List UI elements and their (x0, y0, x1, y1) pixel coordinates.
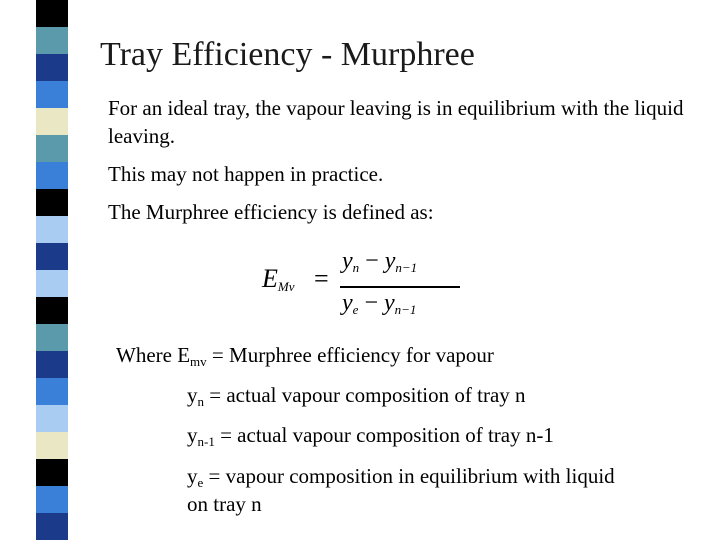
stripe-block (36, 324, 68, 351)
formula-numerator: $y_n - y_{n-1}$ (342, 248, 418, 275)
paragraph-definition-intro: The Murphree efficiency is defined as: (108, 200, 434, 224)
paragraph-practice: This may not happen in practice. (108, 162, 384, 186)
definition-ye-continued: on tray n (187, 492, 262, 516)
stripe-block (36, 432, 68, 459)
definition-yn-minus-1: $y_{n-1}$ = actual vapour composition of tray n-1 (187, 423, 554, 449)
stripe-block (36, 243, 68, 270)
stripe-block (36, 351, 68, 378)
formula-denominator: $y_e - y_{n-1}$ (342, 290, 417, 317)
stripe-block (36, 54, 68, 81)
murphree-formula (262, 248, 462, 324)
paragraph-ideal-tray: For an ideal tray, the vapour leaving is in equilibrium with the liquid leaving. (108, 96, 684, 148)
stripe-block (36, 459, 68, 486)
decorative-stripe (0, 0, 68, 540)
stripe-block (36, 0, 68, 27)
stripe-block (36, 81, 68, 108)
definition-emv: Where $E_{mv}$ = Murphree efficiency for vapour (116, 343, 494, 369)
stripe-block (36, 405, 68, 432)
fraction-bar (340, 286, 460, 288)
stripe-block (36, 513, 68, 540)
formula-equals: = (314, 264, 329, 293)
stripe-block (36, 162, 68, 189)
slide-title: Tray Efficiency - Murphree (100, 36, 475, 73)
stripe-block (36, 189, 68, 216)
formula-lhs: $E_{Mv}$ (262, 264, 295, 294)
stripe-block (36, 270, 68, 297)
stripe-block (36, 378, 68, 405)
definition-yn: $y_n$ = actual vapour composition of tray n (187, 383, 526, 409)
stripe-block (36, 486, 68, 513)
stripe-block (36, 27, 68, 54)
stripe-block (36, 135, 68, 162)
stripe-block (36, 297, 68, 324)
stripe-block (36, 108, 68, 135)
definition-ye: $y_e$ = vapour composition in equilibrium with liquid (187, 464, 615, 490)
stripe-block (36, 216, 68, 243)
